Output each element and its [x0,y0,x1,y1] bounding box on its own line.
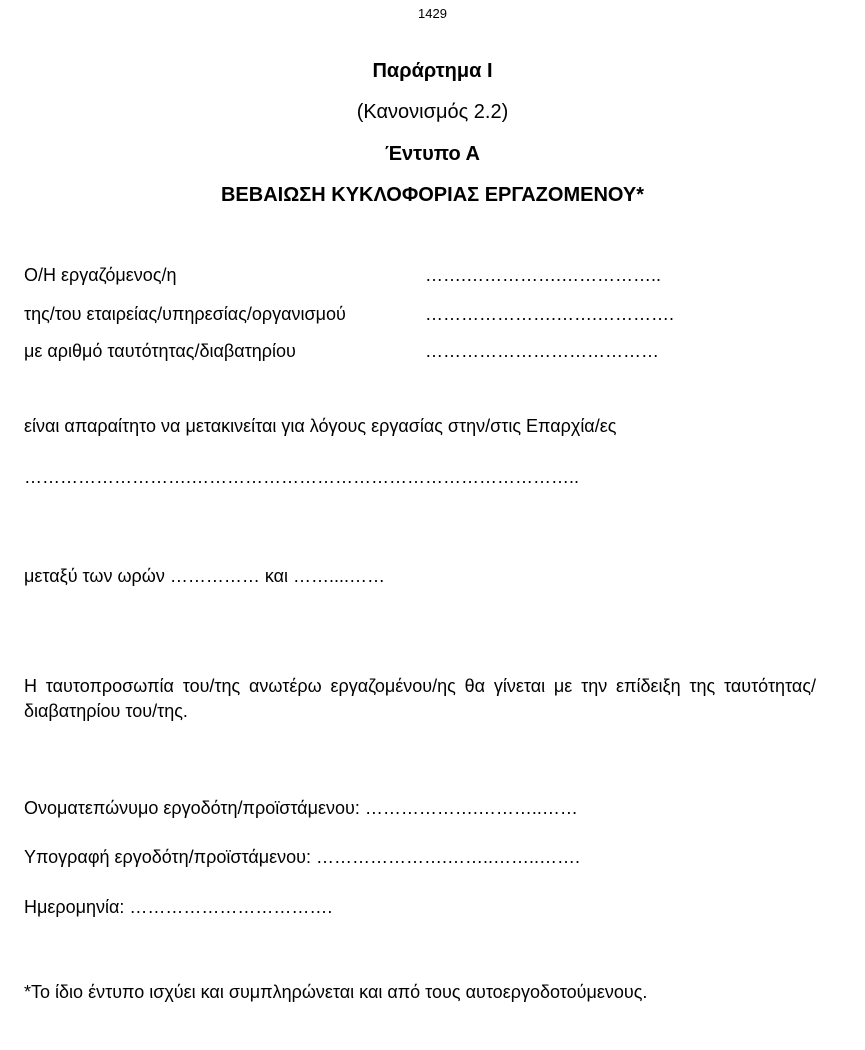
employee-field-blank: …….…………….…………….. [425,265,662,285]
regulation-heading: (Κανονισμός 2.2) [356,101,509,123]
hours-statement: μεταξύ των ωρών …………… και ……....…… [24,566,386,586]
form-heading: Έντυπο Α [385,143,480,165]
province-blank: ……………………….……………………………………………………….. [24,467,580,487]
id-field-label: με αριθμό ταυτότητας/διαβατηρίου [24,341,296,361]
company-field-label: της/του εταιρείας/υπηρεσίας/οργανισμού [24,304,346,324]
employer-name-line: Ονοματεπώνυμο εργοδότη/προϊστάμενου: ……………….………..…… [24,798,578,818]
movement-statement: είναι απαραίτητο να μετακινείται για λόγους εργασίας στην/στις Επαρχία/ες [24,416,617,436]
annex-heading: Παράρτημα Ι [372,60,493,82]
company-field-blank: ………………….…….…………. [425,304,675,324]
footnote: *Το ίδιο έντυπο ισχύει και συμπληρώνεται και από τους αυτοεργοδοτούμενους. [24,982,648,1002]
identity-statement: Η ταυτοπροσωπία του/της ανωτέρω εργαζομένου/ης θα γίνεται με την επίδειξη της ταυτότητας/διαβατηρίου του/της. [24,676,816,721]
date-line: Ημερομηνία: ……………………………. [24,897,333,917]
employee-field-label: Ο/Η εργαζόμενος/η [24,265,177,285]
id-field-blank: ………………………………… [425,341,659,361]
employer-signature-line: Υπογραφή εργοδότη/προϊστάμενου: ………………….……..……..……. [24,847,580,867]
page-number: 1429 [418,6,447,21]
document-title: ΒΕΒΑΙΩΣΗ ΚΥΚΛΟΦΟΡΙΑΣ ΕΡΓΑΖΟΜΕΝΟΥ* [220,184,645,206]
